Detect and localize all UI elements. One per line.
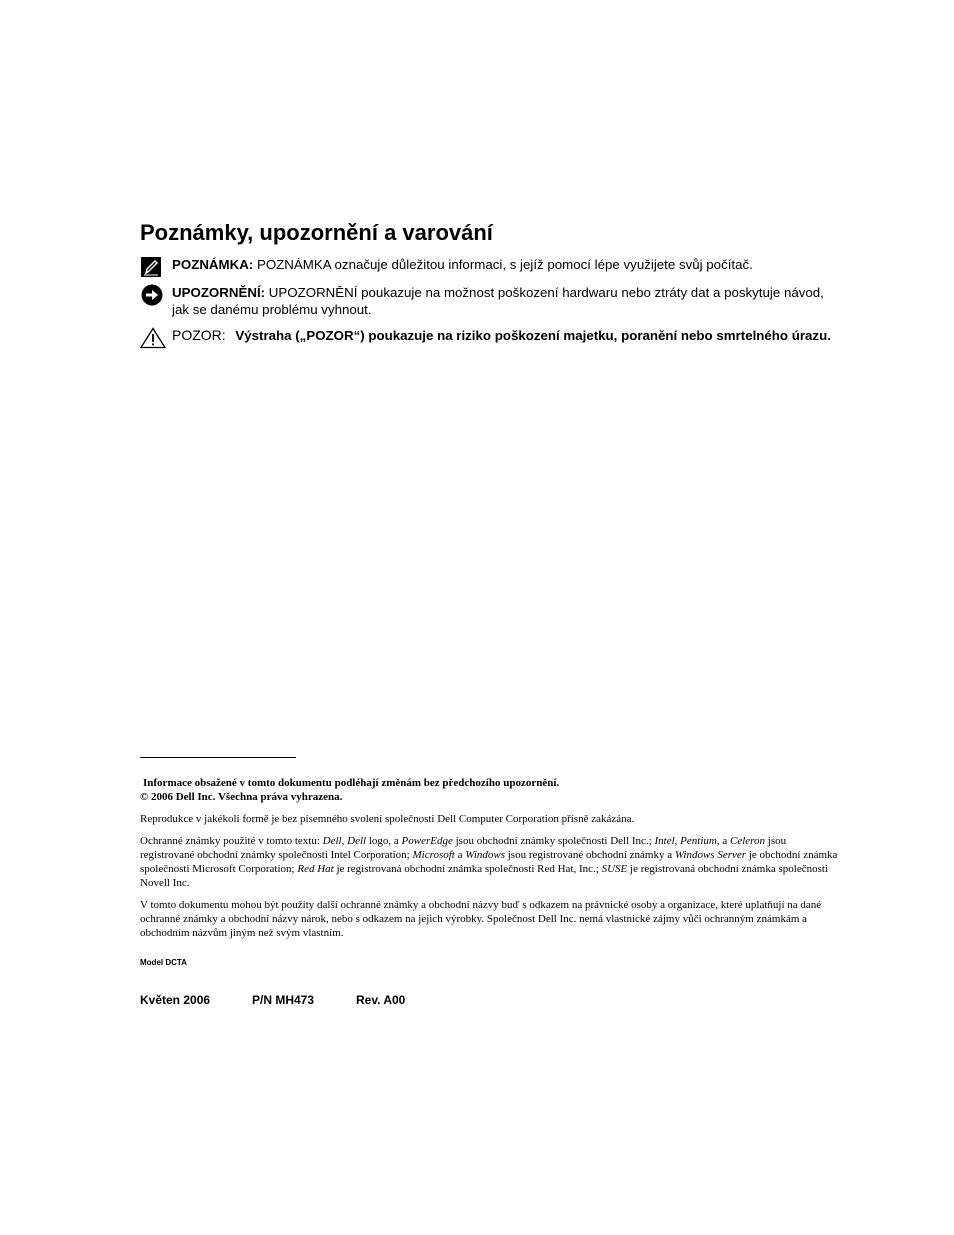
tm-celeron: Celeron xyxy=(729,835,766,847)
tm-text: logo, a xyxy=(366,835,402,847)
legal-reproduction: Reprodukce v jakékoli formě je bez písemného svolení společnosti Dell Computer Corporation přísně zakázána. xyxy=(140,813,635,825)
note-block xyxy=(140,256,840,273)
tm-text: jsou obchodní známky společnosti Dell Inc.; xyxy=(452,835,655,847)
tm-pentium: Pentium xyxy=(680,835,717,847)
caution-label: POZOR: xyxy=(172,327,226,343)
tm-text: , xyxy=(674,835,681,847)
tm-text: je registrovaná obchodní známka společnosti Red Hat, Inc.; xyxy=(333,863,602,875)
part-number: P/N MH473 xyxy=(252,993,315,1007)
tm-text: je registrovaná obchodní známka společnosti Novell Inc. xyxy=(140,863,828,889)
tm-intel: Intel xyxy=(654,835,675,847)
revision: Rev. A00 xyxy=(356,993,406,1007)
tm-text: Ochranné známky použité v tomto textu: xyxy=(140,835,323,847)
legal-copyright: © 2006 Dell Inc. Všechna práva vyhrazena. xyxy=(140,791,343,803)
notice-block xyxy=(140,284,840,318)
legal-info: Informace obsažené v tomto dokumentu podléhají změnám bez předchozího upozornění. xyxy=(143,777,560,789)
tm-text: a xyxy=(454,849,466,861)
tm-dell: Dell xyxy=(322,835,342,847)
note-text xyxy=(172,256,840,273)
model-number: Model DCTA xyxy=(140,958,187,967)
tm-text: jsou registrované obchodní známky a xyxy=(505,849,675,861)
legal-header xyxy=(140,776,840,804)
pencil-note-icon xyxy=(140,256,164,278)
tm-text: jsou registrované obchodní známky společnosti Intel Corporation; xyxy=(140,835,787,861)
tm-windows: Windows xyxy=(465,849,505,861)
arrow-circle-notice-icon xyxy=(140,284,164,306)
tm-dell-logo: Dell xyxy=(347,835,367,847)
warning-triangle-icon xyxy=(140,327,164,349)
tm-red-hat: Red Hat xyxy=(297,863,334,875)
legal-trademarks xyxy=(140,834,842,890)
caution-body: Výstraha („POZOR“) poukazuje na riziko poškození majetku, poranění nebo smrtelného úrazu. xyxy=(235,328,831,343)
tm-text: , a xyxy=(716,835,730,847)
notice-text xyxy=(172,284,840,318)
tm-windows-server: Windows Server xyxy=(674,849,747,861)
tm-text: , xyxy=(341,835,348,847)
tm-poweredge: PowerEdge xyxy=(401,835,453,847)
caution-text xyxy=(172,327,840,344)
footnote-divider xyxy=(140,757,296,758)
note-body: POZNÁMKA označuje důležitou informaci, s jejíž pomocí lépe využijete svůj počítač. xyxy=(256,257,753,272)
note-label: POZNÁMKA: xyxy=(172,257,254,272)
caution-block xyxy=(140,327,840,344)
pub-date: Květen 2006 xyxy=(140,993,211,1007)
tm-suse: SUSE xyxy=(601,863,628,875)
tm-microsoft: Microsoft xyxy=(412,849,455,861)
tm-text: je obchodní známka společnosti Microsoft Corporation; xyxy=(140,849,838,875)
page-title: Poznámky, upozornění a varování xyxy=(140,220,493,245)
notice-body: UPOZORNĚNÍ poukazuje na možnost poškození hardwaru nebo ztráty dat a poskytuje návod, jak se danému problému vyhnout. xyxy=(172,285,824,317)
legal-other: V tomto dokumentu mohou být použity další ochranné známky a obchodní názvy buď s odkazem na právnické osoby a organizace, které uplatňují na dané ochranné známky a obchodní názvy nárok, nebo s odkazem na jejich výrobky. Společnost Dell Inc. nemá vlastnické zájmy vůči ochranným známkám a obchodním názvům jiným než svým vlastním. xyxy=(140,899,822,939)
notice-label: UPOZORNĚNÍ: xyxy=(172,285,266,300)
